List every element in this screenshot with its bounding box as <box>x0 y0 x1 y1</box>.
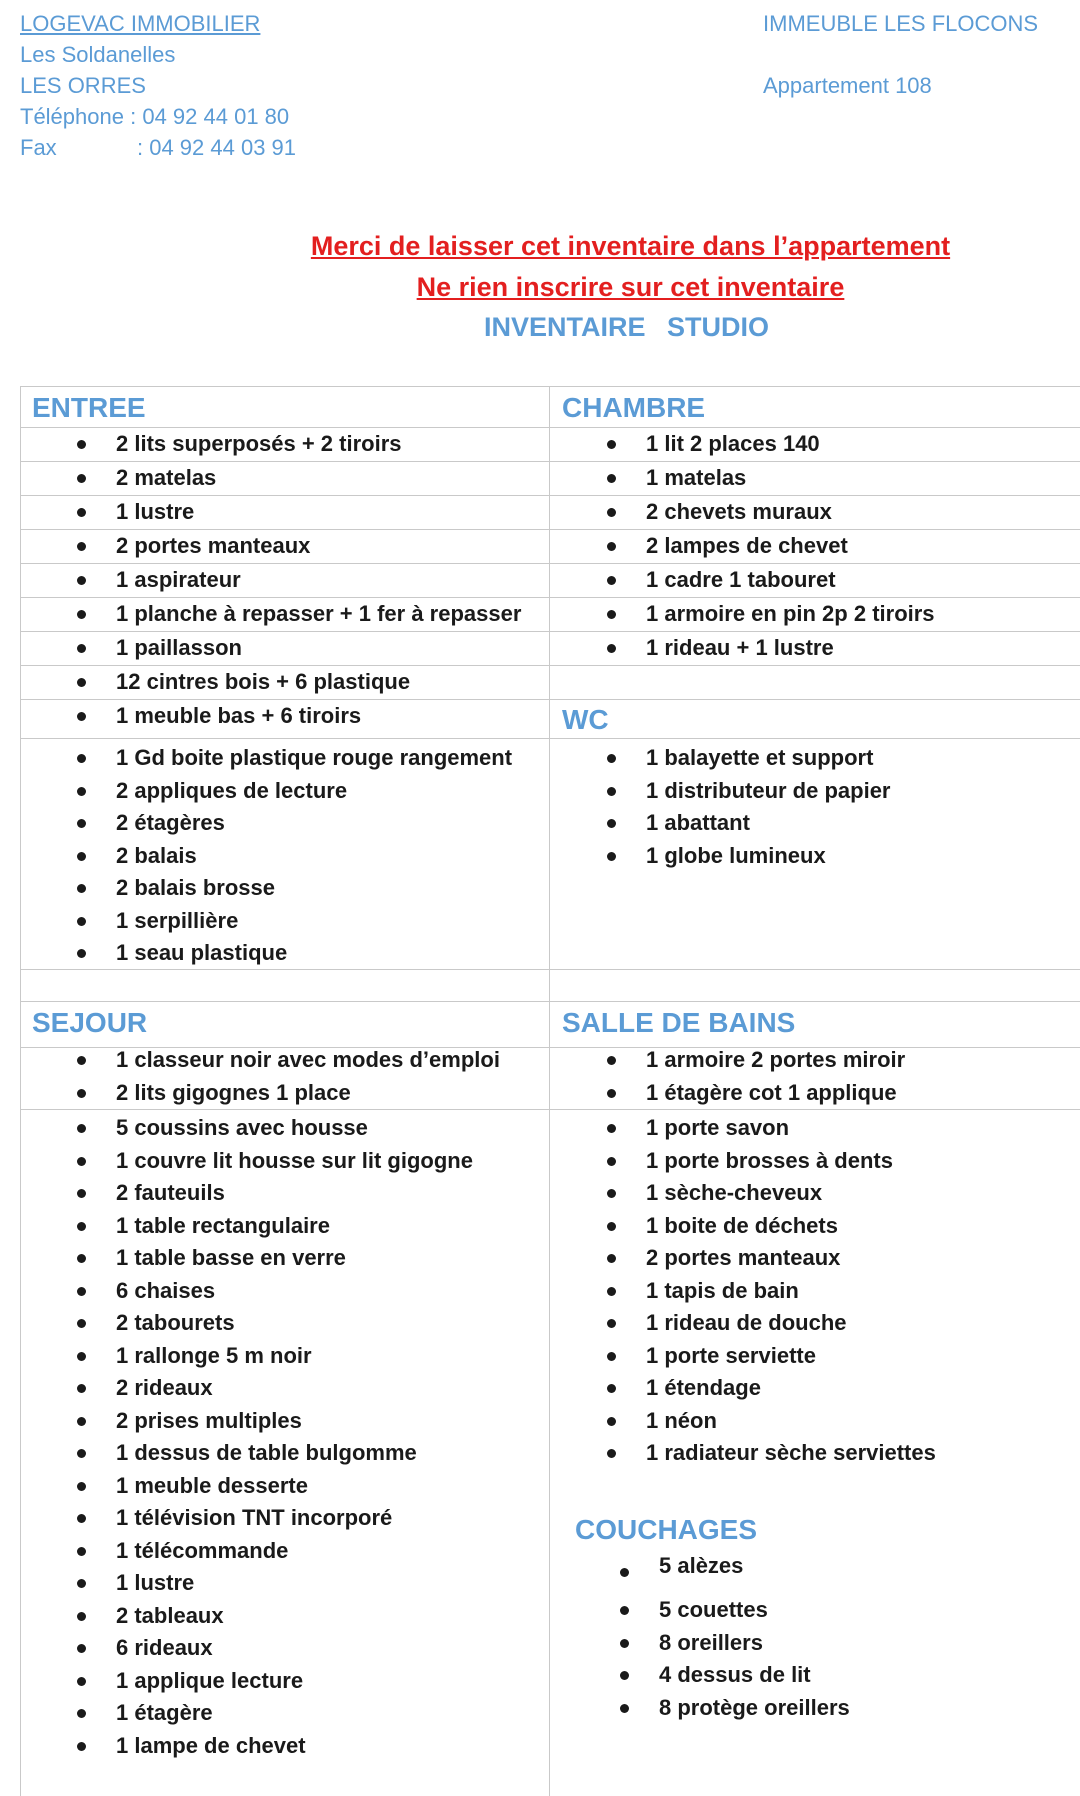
list-item: 2 balais brosse <box>20 872 512 905</box>
list-item: 2 lits gigognes 1 place <box>20 1077 500 1110</box>
row-divider <box>20 386 1080 387</box>
entree-list-a <box>20 427 521 733</box>
agency-phone <box>20 101 296 132</box>
list-item: 12 cintres bois + 6 plastique <box>20 665 521 699</box>
list-item: 1 sèche-cheveux <box>550 1177 936 1210</box>
section-title-wc: WC <box>562 704 609 735</box>
list-item: 1 télévision TNT incorporé <box>20 1502 473 1535</box>
list-item: 2 tabourets <box>20 1307 473 1340</box>
list-item: 1 néon <box>550 1405 936 1438</box>
list-item: 8 oreillers <box>563 1627 850 1660</box>
section-title-sejour: SEJOUR <box>32 1007 148 1038</box>
agency-name-link[interactable]: LOGEVAC IMMOBILIER <box>20 11 261 36</box>
list-item: 1 lit 2 places 140 <box>550 427 935 461</box>
list-item: 2 portes manteaux <box>20 529 521 563</box>
list-item: 1 abattant <box>550 807 891 840</box>
list-item: 1 seau plastique <box>20 937 512 970</box>
list-item: 2 chevets muraux <box>550 495 935 529</box>
building-name: IMMEUBLE LES FLOCONS <box>763 11 1039 36</box>
list-item: 1 radiateur sèche serviettes <box>550 1437 936 1470</box>
list-item: 5 alèzes <box>563 1550 850 1594</box>
row-divider <box>20 738 1080 739</box>
list-item: 2 étagères <box>20 807 512 840</box>
list-item: 1 paillasson <box>20 631 521 665</box>
list-item: 2 portes manteaux <box>550 1242 936 1275</box>
list-item: 1 armoire 2 portes miroir <box>550 1044 905 1077</box>
wc-list <box>550 742 891 872</box>
agency-address: Les Soldanelles <box>20 42 176 67</box>
property-block <box>763 8 1038 101</box>
list-item: 1 table rectangulaire <box>20 1210 473 1243</box>
list-item: 6 rideaux <box>20 1632 473 1665</box>
inventory-title: INVENTAIRE STUDIO <box>483 312 769 342</box>
list-item: 1 étagère <box>20 1697 473 1730</box>
agency-contact-block <box>20 8 296 163</box>
sejour-list-b <box>20 1112 473 1762</box>
list-item: 8 protège oreillers <box>563 1692 850 1725</box>
section-title-couchages: COUCHAGES <box>575 1514 758 1545</box>
list-item: 2 appliques de lecture <box>20 775 512 808</box>
notice-do-not-write: Ne rien inscrire sur cet inventaire <box>416 272 845 302</box>
entree-list-b <box>20 742 512 970</box>
salle-de-bains-list-a <box>550 1044 905 1109</box>
list-item: 1 tapis de bain <box>550 1275 936 1308</box>
list-item: 1 matelas <box>550 461 935 495</box>
list-item: 1 couvre lit housse sur lit gigogne <box>20 1145 473 1178</box>
notice-block <box>0 226 1080 346</box>
phone-label: Téléphone <box>20 104 124 129</box>
row-divider <box>20 1109 1080 1110</box>
list-item: 1 applique lecture <box>20 1665 473 1698</box>
list-item: 2 tableaux <box>20 1600 473 1633</box>
list-item: 2 matelas <box>20 461 521 495</box>
list-item: 1 étendage <box>550 1372 936 1405</box>
list-item: 2 lampes de chevet <box>550 529 935 563</box>
list-item: 1 porte brosses à dents <box>550 1145 936 1178</box>
list-item: 1 porte savon <box>550 1112 936 1145</box>
list-item: 1 lustre <box>20 1567 473 1600</box>
list-item: 1 meuble bas + 6 tiroirs <box>20 699 521 733</box>
agency-fax <box>20 132 296 163</box>
phone-value: : 04 92 44 01 80 <box>130 104 290 129</box>
list-item: 2 lits superposés + 2 tiroirs <box>20 427 521 461</box>
list-item: 1 cadre 1 tabouret <box>550 563 935 597</box>
list-item: 1 télécommande <box>20 1535 473 1568</box>
list-item: 1 classeur noir avec modes d’emploi <box>20 1044 500 1077</box>
notice-leave-inventory: Merci de laisser cet inventaire dans l’appartement <box>310 231 951 261</box>
list-item: 1 dessus de table bulgomme <box>20 1437 473 1470</box>
list-item: 5 coussins avec housse <box>20 1112 473 1145</box>
list-item: 1 étagère cot 1 applique <box>550 1077 905 1110</box>
list-item: 1 rallonge 5 m noir <box>20 1340 473 1373</box>
salle-de-bains-list-b <box>550 1112 936 1470</box>
list-item: 1 armoire en pin 2p 2 tiroirs <box>550 597 935 631</box>
agency-city: LES ORRES <box>20 73 146 98</box>
list-item: 2 rideaux <box>20 1372 473 1405</box>
section-title-salle-de-bains: SALLE DE BAINS <box>562 1007 796 1038</box>
list-item: 1 aspirateur <box>20 563 521 597</box>
list-item: 6 chaises <box>20 1275 473 1308</box>
list-item: 4 dessus de lit <box>563 1659 850 1692</box>
list-item: 1 planche à repasser + 1 fer à repasser <box>20 597 521 631</box>
fax-label: Fax <box>20 135 57 160</box>
list-item: 5 couettes <box>563 1594 850 1627</box>
list-item: 1 rideau de douche <box>550 1307 936 1340</box>
list-item: 1 serpillière <box>20 905 512 938</box>
list-item: 1 distributeur de papier <box>550 775 891 808</box>
list-item: 1 lampe de chevet <box>20 1730 473 1763</box>
list-item: 2 balais <box>20 840 512 873</box>
chambre-list <box>550 427 935 665</box>
sejour-list-a <box>20 1044 500 1109</box>
list-item: 1 boite de déchets <box>550 1210 936 1243</box>
apartment-number: Appartement 108 <box>763 73 932 98</box>
list-item: 1 porte serviette <box>550 1340 936 1373</box>
list-item: 1 Gd boite plastique rouge rangement <box>20 742 512 775</box>
section-title-chambre: CHAMBRE <box>562 392 706 423</box>
list-item: 2 fauteuils <box>20 1177 473 1210</box>
list-item: 1 meuble desserte <box>20 1470 473 1503</box>
fax-value: : 04 92 44 03 91 <box>137 135 297 160</box>
list-item: 1 table basse en verre <box>20 1242 473 1275</box>
list-item: 1 balayette et support <box>550 742 891 775</box>
couchages-list <box>563 1550 850 1724</box>
inventory-table <box>20 386 1080 1796</box>
section-title-entree: ENTREE <box>32 392 146 423</box>
list-item: 2 prises multiples <box>20 1405 473 1438</box>
list-item: 1 globe lumineux <box>550 840 891 873</box>
row-divider <box>20 1001 1080 1002</box>
list-item: 1 lustre <box>20 495 521 529</box>
spacer <box>763 39 1038 70</box>
list-item: 1 rideau + 1 lustre <box>550 631 935 665</box>
